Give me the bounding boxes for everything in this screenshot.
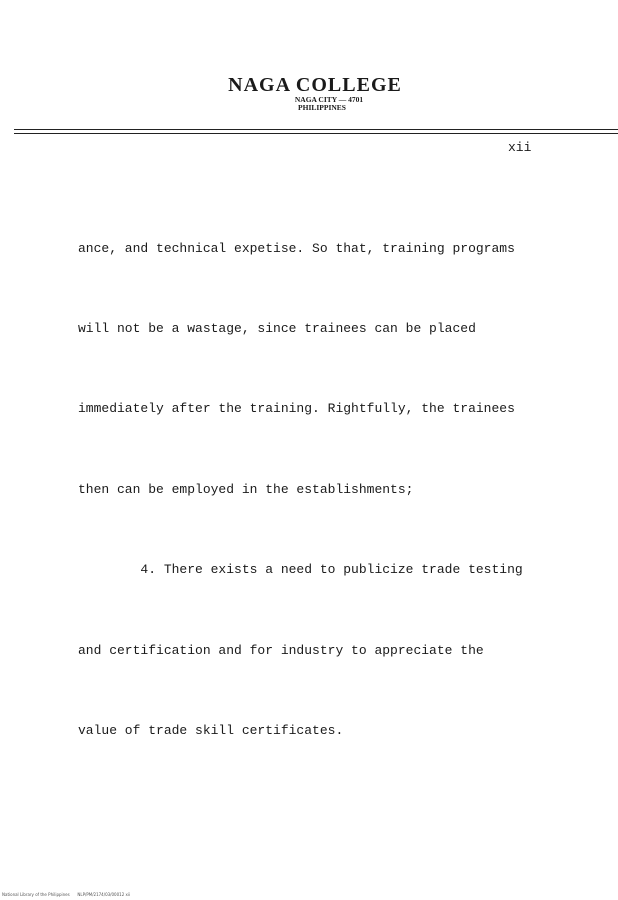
body-line: 4. There exists a need to publicize trade testing: [78, 562, 523, 578]
footer-library: National Library of the Philippines: [2, 892, 70, 897]
college-country: PHILIPPINES: [298, 103, 346, 112]
letterhead: [0, 74, 618, 112]
body-line: value of trade skill certificates.: [78, 722, 344, 738]
college-name: NAGA COLLEGE: [228, 74, 402, 96]
footer-note: [2, 892, 130, 897]
body-line: ance, and technical expetise. So that, training programs: [78, 240, 515, 256]
page-number: xii: [508, 140, 532, 155]
body-line: then can be employed in the establishments;: [78, 481, 414, 497]
body-line: immediately after the training. Rightfully, the trainees: [78, 401, 515, 417]
header-rule: [14, 129, 618, 130]
footer-code: NLP/PM/2174/03/00012 xii: [77, 892, 131, 897]
body-text: [78, 182, 558, 772]
body-line: will not be a wastage, since trainees can be placed: [78, 320, 476, 336]
body-line: and certification and for industry to appreciate the: [78, 642, 484, 658]
college-city: NAGA CITY — 4701: [294, 95, 364, 104]
header-rule-secondary: [14, 133, 618, 134]
